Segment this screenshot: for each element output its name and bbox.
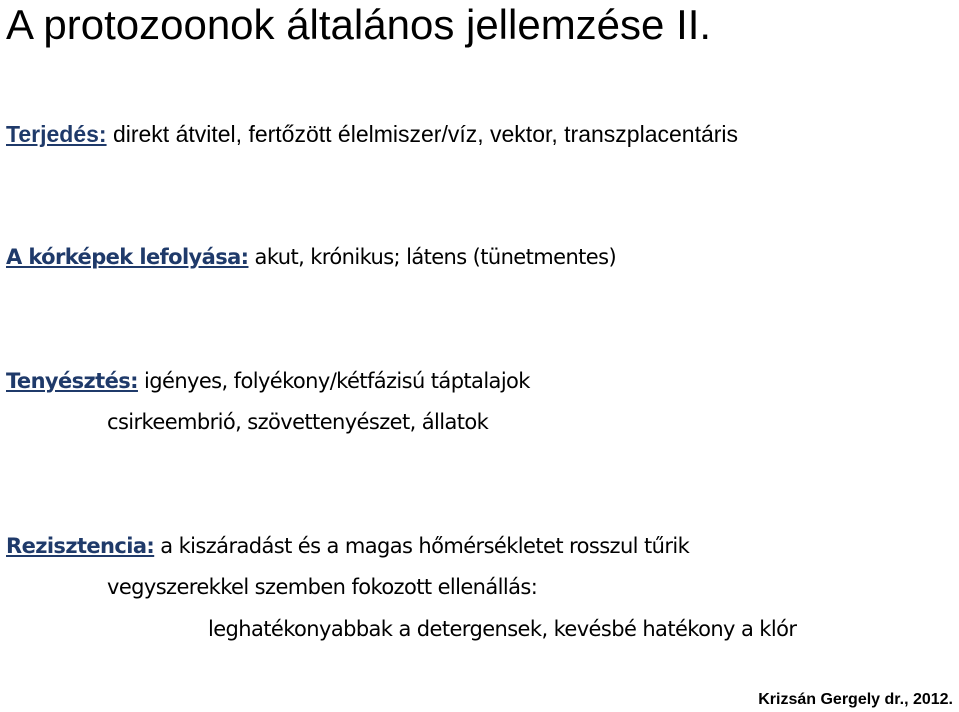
rezisztencia-text: a kiszáradást és a magas hőmérsékletet rosszul tűrik (154, 534, 690, 558)
rezisztencia-line (6, 532, 689, 560)
tenyesztes-text: igényes, folyékony/kétfázisú táptalajok (137, 369, 530, 393)
terjedes-label: Terjedés: (6, 121, 107, 147)
page-title: A protozoonok általános jellemzése II. (6, 1, 712, 48)
terjedes-text: direkt átvitel, fertőzött élelmiszer/víz, vektor, transzplacentáris (106, 121, 739, 147)
author-credit: Krizsán Gergely dr., 2012. (758, 691, 953, 708)
rezisztencia-line-3: leghatékonyabbak a detergensek, kevésbé hatékony a klór (208, 617, 797, 641)
tenyesztes-line (6, 367, 530, 395)
korkepek-line (6, 243, 616, 271)
korkepek-text: akut, krónikus; látens (tünetmentes) (248, 245, 617, 269)
terjedes-line (6, 120, 738, 148)
rezisztencia-line-2: vegyszerekkel szemben fokozott ellenállás: (107, 575, 538, 599)
korkepek-label: A kórképek lefolyása: (6, 245, 249, 269)
tenyesztes-line-2: csirkeembrió, szövettenyészet, állatok (107, 410, 489, 434)
tenyesztes-label: Tenyésztés: (6, 369, 138, 393)
rezisztencia-label: Rezisztencia: (6, 534, 155, 558)
